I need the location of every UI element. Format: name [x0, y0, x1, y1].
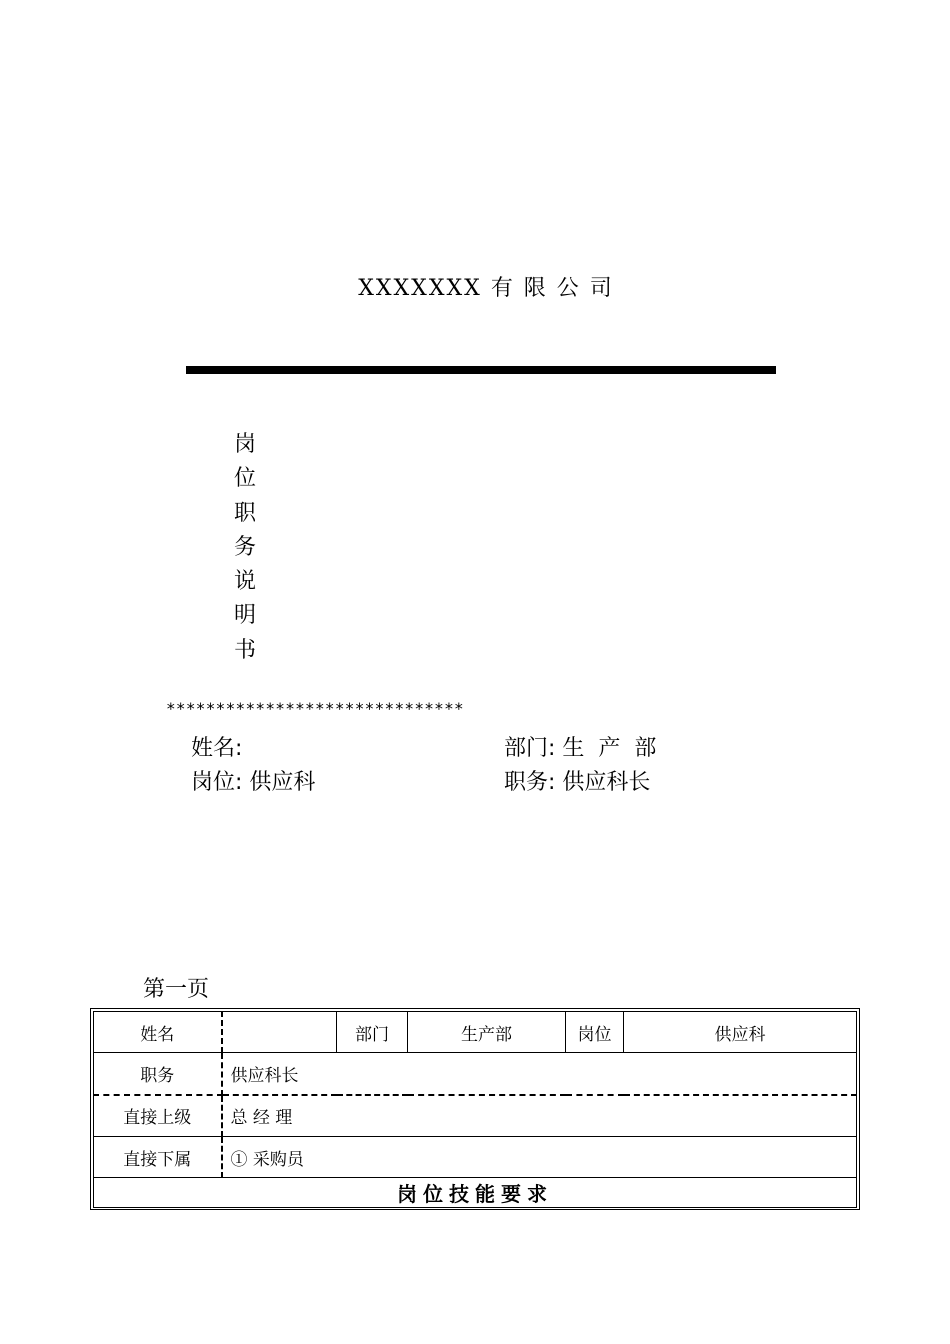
title-char: 岗 [234, 432, 257, 457]
dept-value-cell: 生产部 [408, 1012, 566, 1053]
dept-label-cell: 部门 [337, 1012, 408, 1053]
subordinate-value-cell: ① 采购员 [222, 1137, 857, 1178]
supervisor-label-cell: 直接上级 [94, 1095, 222, 1137]
title-char: 书 [234, 637, 257, 663]
document-title [234, 428, 264, 668]
info-name: 姓名: [191, 736, 243, 761]
title-char: 职 [234, 500, 257, 526]
title-char: 位 [234, 466, 257, 492]
supervisor-value-cell: 总 经 理 [222, 1095, 857, 1137]
name-label-cell: 姓名 [94, 1012, 222, 1053]
duty-label-cell: 职务 [94, 1053, 222, 1095]
table-row [94, 1137, 857, 1178]
subordinate-label-cell: 直接下属 [94, 1137, 222, 1178]
company-name: XXXXXXX 有 限 公 司 [358, 276, 614, 301]
name-value-cell [222, 1012, 337, 1053]
title-char: 明 [234, 603, 257, 629]
title-rule [186, 366, 776, 374]
table-row [94, 1012, 857, 1053]
duty-value-cell: 供应科长 [222, 1053, 857, 1095]
table-row [94, 1053, 857, 1095]
info-department: 部门: 生 产 部 [504, 736, 657, 761]
job-table-frame [90, 1008, 860, 1210]
post-value-cell: 供应科 [624, 1012, 857, 1053]
table-row [94, 1095, 857, 1137]
post-label-cell: 岗位 [566, 1012, 624, 1053]
job-table [93, 1011, 857, 1208]
page-label: 第一页 [143, 977, 210, 1002]
table-row [94, 1178, 857, 1208]
info-post: 岗位: 供应科 [191, 770, 316, 795]
title-char: 务 [234, 534, 257, 560]
star-separator: ****************************** [166, 699, 464, 718]
info-duty: 职务: 供应科长 [504, 770, 651, 795]
title-char: 说 [234, 569, 257, 595]
section-title: 岗位技能要求 [94, 1178, 857, 1208]
